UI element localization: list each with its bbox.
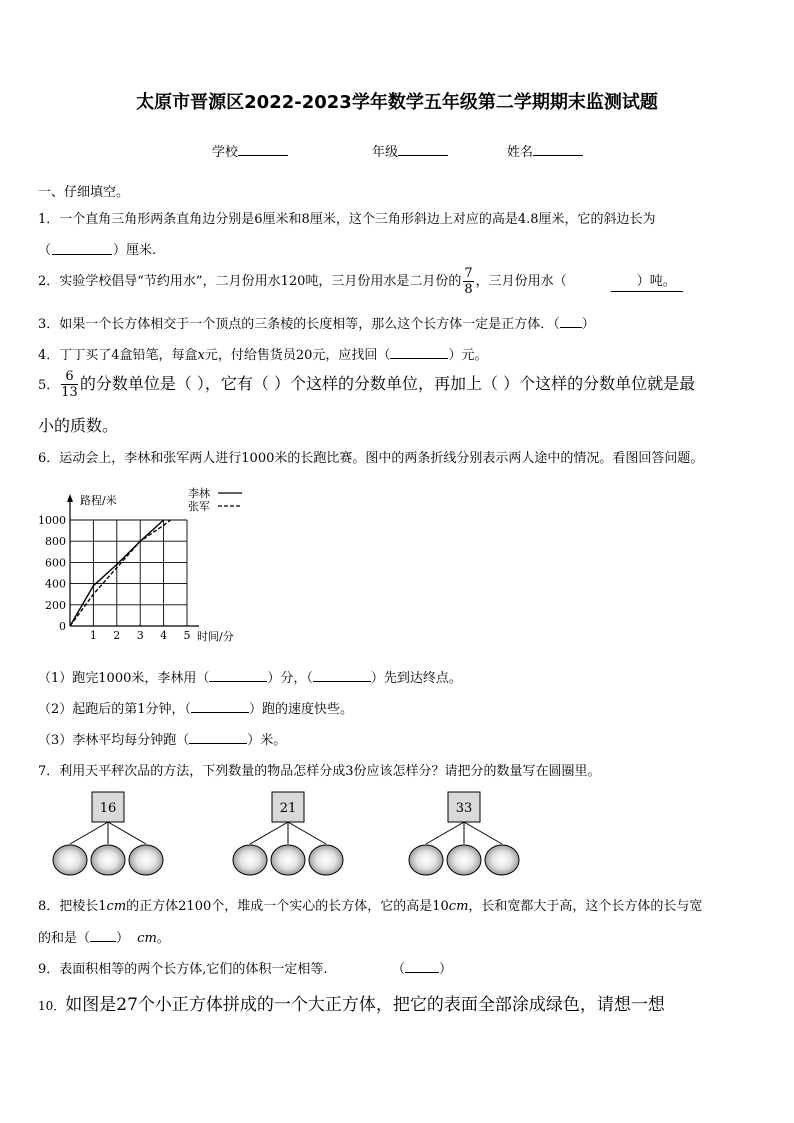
school-blank[interactable] xyxy=(238,141,288,156)
q3-blank[interactable] xyxy=(560,313,582,328)
legend-label-2: 张军 xyxy=(188,500,210,513)
answer-circle-1[interactable] xyxy=(233,845,267,875)
q10-line xyxy=(38,990,665,1015)
q1-line1: 1．一个直角三角形两条直角边分别是6厘米和8厘米，这个三角形斜边上对应的高是4.8厘米，它的斜边长为 xyxy=(38,212,656,227)
q4-post: ）元。 xyxy=(448,348,488,363)
grade-blank[interactable] xyxy=(398,141,448,156)
total-value: 33 xyxy=(455,801,473,816)
q4-blank[interactable] xyxy=(390,344,448,359)
q8-line1-mid: 的正方体2100个，堆成一个实心的长方体，它的高是10 xyxy=(126,899,449,914)
answer-circle-2[interactable] xyxy=(271,845,305,875)
q4-pre: 4．丁丁买了4盒铅笔，每盒 xyxy=(38,348,198,363)
q6-sub3-pre: （3）李林平均每分钟跑（ xyxy=(38,733,190,748)
answer-circle-1[interactable] xyxy=(409,845,443,875)
q2-frac-num: 7 xyxy=(464,266,473,281)
y-tick-label: 800 xyxy=(45,535,66,549)
grade-field xyxy=(372,141,448,160)
q9-close: ） xyxy=(439,962,453,977)
branch-line-3 xyxy=(108,822,146,844)
answer-circle-3[interactable] xyxy=(309,845,343,875)
q4-var: x xyxy=(197,348,205,363)
q1-blank-line xyxy=(52,254,112,255)
q5-line1 xyxy=(38,370,695,399)
branch-line-3 xyxy=(288,822,326,844)
x-tick-label: 3 xyxy=(136,629,144,642)
q6-sub2 xyxy=(38,698,353,717)
q9-answer xyxy=(392,958,452,977)
q7-text: 7．利用天平秤次品的方法，下列数量的物品怎样分成3份应该怎样分？请把分的数量写在圆圈里。 xyxy=(38,764,601,779)
x-tick-label: 2 xyxy=(113,629,121,642)
name-field xyxy=(507,141,583,160)
answer-circle-3[interactable] xyxy=(485,845,519,875)
branch-line-1 xyxy=(250,822,288,844)
q3-line xyxy=(38,313,595,332)
q5-frac-den: 13 xyxy=(61,385,78,400)
x-tick-label: 4 xyxy=(160,629,168,642)
q6-sub1-pre: （1）跑完1000米，李林用（ xyxy=(38,671,210,686)
y-tick-label: 400 xyxy=(45,577,66,591)
q8-blank[interactable] xyxy=(90,927,116,942)
q5-frac-num: 6 xyxy=(61,370,78,385)
x-tick-label: 5 xyxy=(183,629,191,642)
answer-circle-2[interactable] xyxy=(447,845,481,875)
q8-line1 xyxy=(38,895,702,914)
q5-text: 的分数单位是（ ），它有（ ）个这样的分数单位，再加上（ ）个这样的分数单位就是最 xyxy=(79,374,696,393)
page-title: 太原市晋源区2022-2023学年数学五年级第二学期期末监测试题 xyxy=(136,92,658,113)
name-label: 姓名 xyxy=(507,145,534,160)
q6-sub2-post: ）跑的速度快些。 xyxy=(249,702,354,717)
q1-close: ）厘米. xyxy=(113,243,157,258)
x-tick-label: 1 xyxy=(89,629,97,642)
q4-line xyxy=(38,344,487,363)
q5-line2: 小的质数。 xyxy=(38,416,119,435)
q8-line1-post: ，长和宽都大于高，这个长方体的长与宽 xyxy=(468,899,703,914)
q2-blank-line xyxy=(611,291,683,292)
q8-line1-pre: 8．把棱长1 xyxy=(38,899,107,914)
q8-line2-pre: 的和是（ xyxy=(38,931,91,946)
answer-circle-1[interactable] xyxy=(53,845,87,875)
chart-axes xyxy=(67,493,234,643)
y-tick-label: 0 xyxy=(59,620,66,633)
chart-ticks xyxy=(38,514,191,642)
q6-sub1-post: ）先到达终点。 xyxy=(370,671,462,686)
answer-circle-2[interactable] xyxy=(91,845,125,875)
q5-fraction xyxy=(61,370,78,399)
q6-sub2-blank[interactable] xyxy=(191,698,249,713)
q6-sub1-blank2[interactable] xyxy=(313,667,371,682)
q4-mid: 元，付给售货员20元，应找回（ xyxy=(204,348,391,363)
series-line-2 xyxy=(70,520,171,626)
total-value: 16 xyxy=(99,801,117,816)
legend-label-1: 李林 xyxy=(188,487,210,500)
q2-blank[interactable] xyxy=(567,271,637,285)
q6-sub1 xyxy=(38,667,462,686)
q9-text: 9．表面积相等的两个长方体,它们的体积一定相等. xyxy=(38,962,328,977)
q3-text: 3．如果一个长方体相交于一个顶点的三条棱的长度相等，那么这个长方体一定是正方体．（ xyxy=(38,317,560,332)
q8-unit-2: cm xyxy=(448,899,469,914)
q2-fraction xyxy=(463,267,473,296)
q6-sub1-mid: ）分，（ xyxy=(267,671,313,686)
y-tick-label: 600 xyxy=(45,556,66,570)
q6-text: 6．运动会上，李林和张军两人进行1000米的长跑比赛。图中的两条折线分别表示两人途中的情况。看图回答问题。 xyxy=(38,451,704,466)
school-field xyxy=(212,141,288,160)
q6-sub3-post: ）米。 xyxy=(247,733,287,748)
q2-line xyxy=(38,267,676,296)
q8-period: 。 xyxy=(156,931,170,946)
branch-line-3 xyxy=(464,822,502,844)
tree-diagram-3 xyxy=(406,788,526,880)
q8-line2 xyxy=(38,927,170,946)
y-axis-label: 路程/米 xyxy=(80,494,117,507)
q6-sub2-pre: （2）起跑后的第1分钟，（ xyxy=(38,702,192,717)
q2-frac-den: 8 xyxy=(464,282,473,297)
grade-label: 年级 xyxy=(372,145,399,160)
total-value: 21 xyxy=(279,801,297,816)
race-chart xyxy=(30,478,270,648)
name-blank[interactable] xyxy=(533,141,583,156)
chart-legend xyxy=(188,486,242,513)
y-axis-arrow xyxy=(67,494,73,502)
q6-sub1-blank1[interactable] xyxy=(209,667,267,682)
q5-num: 5． xyxy=(38,378,60,393)
tree-diagram-1 xyxy=(50,788,170,880)
q10-text: 如图是27个小正方体拼成的一个大正方体，把它的表面全部涂成绿色，请想一想 xyxy=(65,995,665,1015)
q8-unit-3: cm xyxy=(137,931,157,946)
q8-line2-post: ） xyxy=(116,931,130,946)
q9-blank[interactable] xyxy=(405,958,439,973)
section-heading: 一、仔细填空。 xyxy=(38,185,130,200)
q6-sub3-blank[interactable] xyxy=(189,729,247,744)
q3-close: ） xyxy=(581,317,595,332)
tree-diagram-2 xyxy=(230,788,350,880)
q1-open: （ xyxy=(38,243,52,258)
q1-blank[interactable] xyxy=(51,240,113,254)
answer-circle-3[interactable] xyxy=(129,845,163,875)
q2-post: ）吨。 xyxy=(636,274,676,289)
chart-series xyxy=(70,520,171,626)
y-tick-label: 1000 xyxy=(38,514,66,527)
branch-line-1 xyxy=(70,822,108,844)
y-tick-label: 200 xyxy=(45,598,66,612)
q8-unit-1: cm xyxy=(106,899,127,914)
q2-mid: ，三月份用水（ xyxy=(475,274,567,289)
q9-open: （ xyxy=(392,962,406,977)
x-axis-label: 时间/分 xyxy=(197,630,234,643)
q10-num: 10． xyxy=(38,999,66,1013)
q6-sub3 xyxy=(38,729,286,748)
branch-line-1 xyxy=(426,822,464,844)
school-label: 学校 xyxy=(212,145,239,160)
q1-line2 xyxy=(38,239,156,258)
q2-pre: 2．实验学校倡导“节约用水”，二月份用水120吨，三月份用水是二月份的 xyxy=(38,274,462,289)
chart-grid xyxy=(70,520,187,626)
